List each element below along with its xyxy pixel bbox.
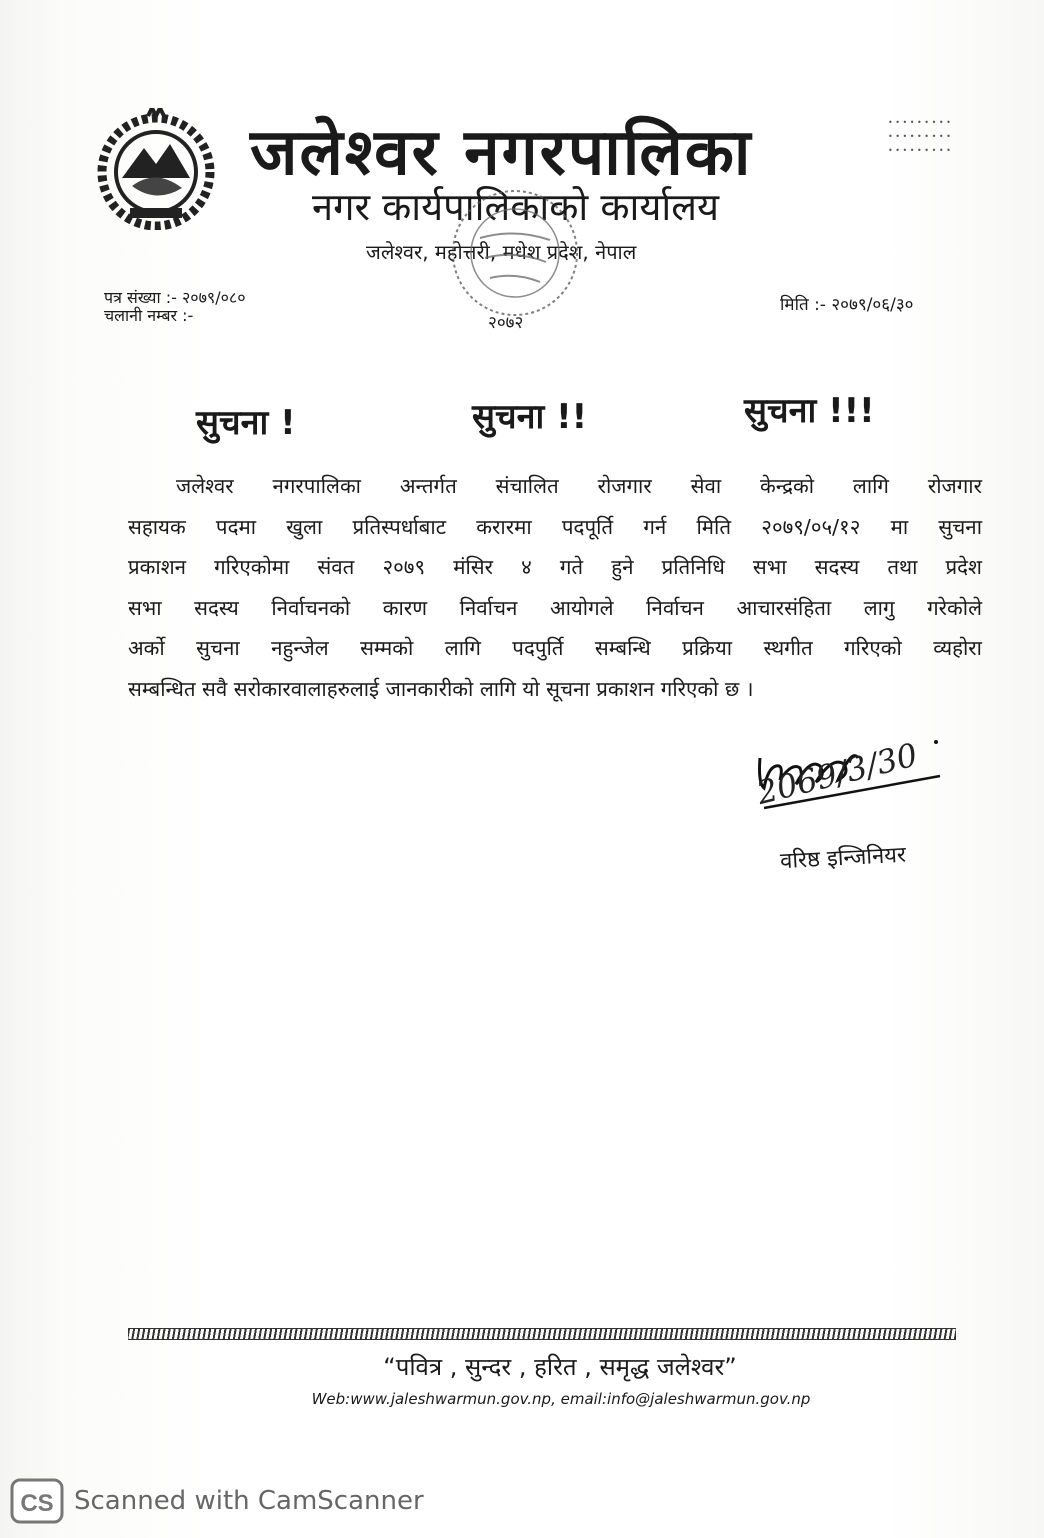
signatory-designation: वरिष्ठ इन्जिनियर — [779, 842, 907, 875]
footer-slogan: “पवित्र , सुन्दर , हरित , समृद्ध जलेश्वर” — [383, 1353, 737, 1381]
contact-line: • • • • • • • • • — [888, 118, 951, 127]
office-seal-stamp — [440, 178, 590, 328]
contact-line: • • • • • • • • • — [888, 146, 951, 155]
reference-block — [104, 289, 246, 325]
notice-title-2: सुचना !! — [472, 397, 588, 437]
nepal-emblem-icon — [92, 108, 220, 230]
body-line: सभा सदस्य निर्वाचनको कारण निर्वाचन आयोगले निर्वाचन आचारसंहिता लागु गरेकोले — [128, 595, 982, 620]
dispatch-number: चलानी नम्बर :- — [104, 306, 194, 325]
office-address: जलेश्वर, महोत्तरी, मधेश प्रदेश, नेपाल — [366, 240, 637, 264]
contact-line: • • • • • • • • • — [888, 132, 951, 141]
dispatch-number-value: २०७२ — [488, 313, 524, 333]
body-line: प्रकाशन गरिएकोमा संवत २०७९ मंसिर ४ गते हुने प्रतिनिधि सभा सदस्य तथा प्रदेश — [128, 555, 982, 579]
body-line: जलेश्वर नगरपालिका अन्तर्गत संचालित रोजगार सेवा केन्द्रको लागि रोजगार — [176, 474, 982, 498]
camscanner-logo-text: CS — [20, 1490, 54, 1517]
letter-number: पत्र संख्या :- २०७९/०८० — [104, 288, 246, 307]
footer-divider — [128, 1328, 956, 1340]
body-line: सहायक पदमा खुला प्रतिस्पर्धाबाट करारमा पदपूर्ति गर्न मिति २०७९/०५/१२ मा सुचना — [128, 514, 982, 539]
notice-title-3: सुचना !!! — [744, 391, 875, 431]
office-name: नगर कार्यपालिकाको कार्यालय — [312, 185, 720, 229]
footer-web-email: Web:www.jaleshwarmun.gov.np, email:info@jaleshwarmun.gov.np — [311, 1390, 811, 1408]
body-line: सम्बन्धित सवै सरोकारवालाहरुलाई जानकारीको लागि यो सूचना प्रकाशन गरिएको छ । — [128, 676, 754, 701]
org-name: जलेश्वर नगरपालिका — [250, 116, 753, 190]
notice-title-1: सुचना ! — [196, 403, 296, 443]
signature-date: 2069/3/30 — [752, 735, 922, 812]
contact-numbers — [888, 116, 1018, 158]
notice-date: मिति :- २०७९/०६/३० — [780, 295, 914, 315]
notice-body — [128, 466, 982, 709]
body-line: अर्को सुचना नहुन्जेल सम्मको लागि पदपुर्ति सम्बन्धि प्रक्रिया स्थगीत गरिएको व्यहोरा — [128, 636, 982, 660]
scanner-watermark-text: Scanned with CamScanner — [74, 1486, 424, 1516]
camscanner-logo-icon — [10, 1478, 64, 1524]
